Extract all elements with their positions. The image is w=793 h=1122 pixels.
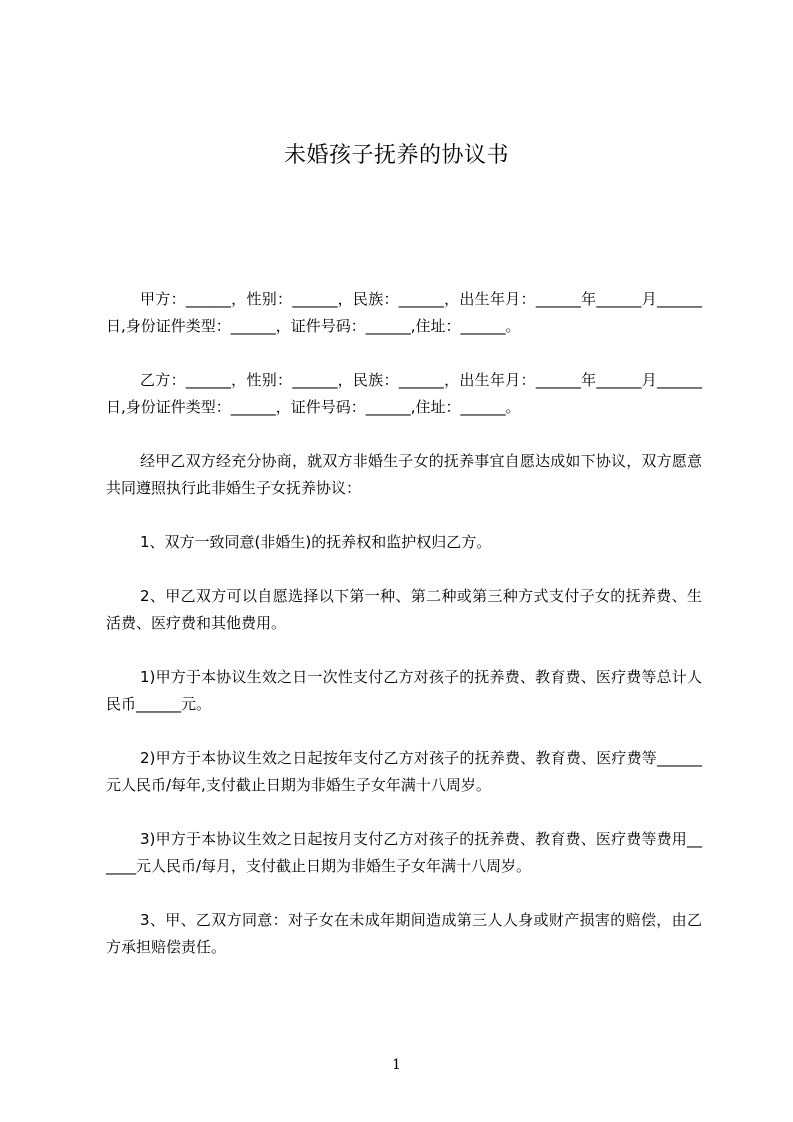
clause-2-option-2: 2)甲方于本协议生效之日起按年支付乙方对孩子的抚养费、教育费、医疗费等______元人民币/每年,支付截止日期为非婚生子女年满十八周岁。 <box>106 749 702 794</box>
document-body <box>106 286 702 988</box>
clause-1: 1、双方一致同意(非婚生)的抚养权和监护权归乙方。 <box>140 533 492 551</box>
party-b-info: 乙方：______，性别：______，民族：______，出生年月：______年______月______日,身份证件类型：______，证件号码：______,住址：______。 <box>106 371 702 416</box>
clause-2-option-3: 3)甲方于本协议生效之日起按月支付乙方对孩子的抚养费、教育费、医疗费等费用______元人民币/每月，支付截止日期为非婚生子女年满十八周岁。 <box>106 830 702 875</box>
page-number: 1 <box>392 1057 401 1073</box>
clause-2: 2、甲乙双方可以自愿选择以下第一种、第二种或第三种方式支付子女的抚养费、生活费、医疗费和其他费用。 <box>106 587 702 632</box>
clause-2-option-1: 1)甲方于本协议生效之日一次性支付乙方对孩子的抚养费、教育费、医疗费等总计人民币______元。 <box>106 668 702 713</box>
clause-3: 3、甲、乙双方同意：对子女在未成年期间造成第三人人身或财产损害的赔偿，由乙方承担赔偿责任。 <box>106 911 702 956</box>
preamble-paragraph: 经甲乙双方经充分协商，就双方非婚生子女的抚养事宜自愿达成如下协议，双方愿意共同遵照执行此非婚生子女抚养协议： <box>106 452 702 497</box>
party-a-info: 甲方：______，性别：______，民族：______，出生年月：______年______月______日,身份证件类型：______，证件号码：______,住址：______。 <box>106 290 702 335</box>
document-title: 未婚孩子抚养的协议书 <box>283 143 509 168</box>
